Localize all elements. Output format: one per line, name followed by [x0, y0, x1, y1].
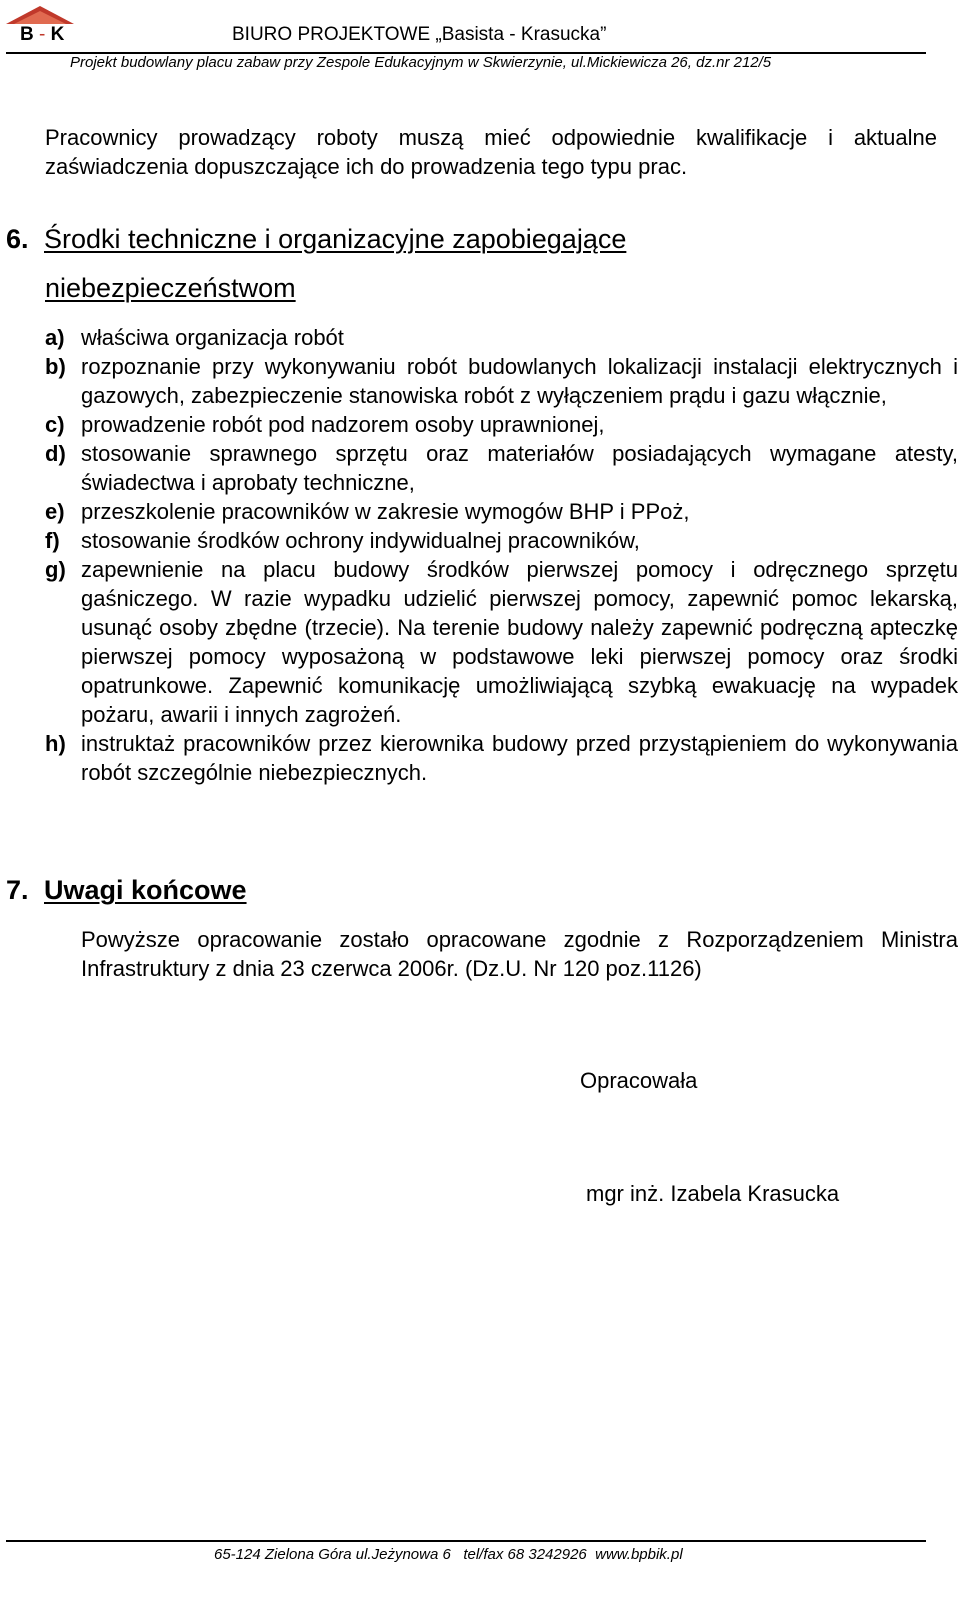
closing-paragraph: Powyższe opracowanie zostało opracowane zgodnie z Rozporządzeniem Ministra Infrastruktury z dnia 23 czerwca 2006r. (Dz.U. Nr 120 poz.1126): [81, 927, 958, 981]
list-item: [45, 497, 958, 526]
footer-contact: [214, 1546, 683, 1563]
list-item: [45, 323, 958, 352]
section-6-title-line1: Środki techniczne i organizacyjne zapobiegające: [44, 224, 627, 254]
list-item-text: stosowanie środków ochrony indywidualnej pracowników,: [81, 528, 640, 553]
footer-phone: tel/fax 68 3242926: [463, 1546, 587, 1563]
list-item: [45, 439, 958, 497]
list-item: [45, 729, 958, 787]
signature-label: Opracowała: [580, 1068, 698, 1093]
list-item-label: a): [45, 325, 65, 350]
list-item-text: właściwa organizacja robót: [81, 325, 344, 350]
list-item-label: b): [45, 354, 66, 379]
list-item: [45, 526, 958, 555]
list-item-text: rozpoznanie przy wykonywaniu robót budowlanych lokalizacji instalacji elektrycznych i gazowych, zabezpieczenie stanowiska robót z wyłączeniem prądu i gazu włącznie,: [81, 354, 958, 408]
list-item: [45, 410, 958, 439]
logo-roof-icon: [6, 4, 74, 26]
project-subtitle: Projekt budowlany placu zabaw przy Zespole Edukacyjnym w Skwierzynie, ul.Mickiewicza 26, dz.nr 212/5: [70, 54, 772, 71]
section-6-heading: [6, 224, 626, 255]
list-item-label: d): [45, 441, 66, 466]
list-item-label: f): [45, 528, 60, 553]
footer-address: 65-124 Zielona Góra ul.Jeżynowa 6: [214, 1546, 451, 1563]
section-6-title-line2: niebezpieczeństwom: [45, 273, 296, 303]
list-item: [45, 555, 958, 729]
footer-divider: [6, 1540, 926, 1542]
section-7-title: Uwagi końcowe: [44, 875, 247, 905]
list-item-text: stosowanie sprawnego sprzętu oraz materiałów posiadających wymagane atesty, świadectwa i aprobaty techniczne,: [81, 441, 958, 495]
signature-name: mgr inż. Izabela Krasucka: [586, 1181, 840, 1206]
company-title: BIURO PROJEKTOWE „Basista - Krasucka”: [232, 24, 607, 45]
section-7-number: 7.: [6, 875, 29, 905]
list-item-text: prowadzenie robót pod nadzorem osoby uprawnionej,: [81, 412, 605, 437]
footer-website: www.bpbik.pl: [595, 1546, 683, 1563]
list-item-text: instruktaż pracowników przez kierownika budowy przed przystąpieniem do wykonywania robót szczególnie niebezpiecznych.: [81, 731, 958, 785]
list-item: [45, 352, 958, 410]
section-6-number: 6.: [6, 224, 29, 254]
list-item-text: przeszkolenie pracowników w zakresie wymogów BHP i PPoż,: [81, 499, 690, 524]
list-item-label: g): [45, 557, 66, 582]
intro-paragraph: Pracownicy prowadzący roboty muszą mieć odpowiednie kwalifikacje i aktualne zaświadczenia dopuszczające ich do prowadzenia tego typu prac.: [45, 125, 937, 179]
list-item-label: c): [45, 412, 65, 437]
list-item-label: h): [45, 731, 66, 756]
company-logo-text: B - K: [20, 24, 65, 45]
section-7-heading: [6, 875, 247, 906]
list-item-label: e): [45, 499, 65, 524]
measures-list: [45, 323, 958, 787]
list-item-text: zapewnienie na placu budowy środków pierwszej pomocy i odręcznego sprzętu gaśniczego. W razie wypadku udzielić pierwszej pomocy, zapewnić pomoc lekarską, usunąć osoby zbędne (trzecie). Na terenie budowy należy zapewnić podręczną apteczkę pierwszej pomocy wyposażoną w podstawowe leki pierwszej pomocy oraz środki opatrunkowe. Zapewnić komunikację umożliwiającą szybką ewakuację na wypadek pożaru, awarii i innych zagrożeń.: [81, 557, 958, 727]
